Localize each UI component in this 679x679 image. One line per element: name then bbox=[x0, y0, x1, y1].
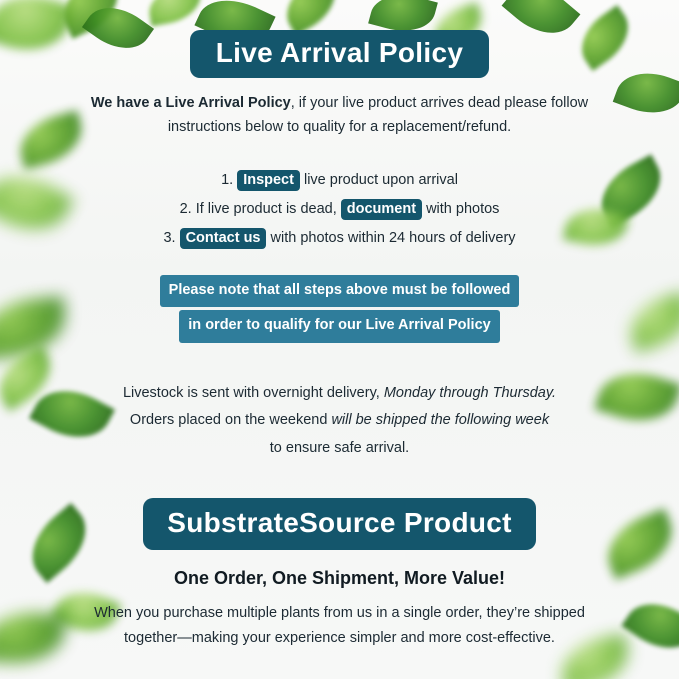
step-number: 2. bbox=[179, 200, 192, 217]
intro-lead: We have a Live Arrival Policy bbox=[90, 95, 291, 111]
step-after: live product upon arrival bbox=[299, 171, 458, 188]
shipping-info bbox=[80, 380, 600, 463]
step-before: If live product is dead, bbox=[195, 200, 341, 217]
product-body-line2: together—making your experience simpler and more cost-effective. bbox=[124, 629, 555, 646]
list-item bbox=[125, 166, 555, 195]
shipping-line1-b: Monday through Thursday. bbox=[383, 384, 557, 401]
step-after: with photos within 24 hours of delivery bbox=[266, 229, 516, 246]
product-banner-wrap bbox=[0, 462, 679, 550]
shipping-line2-a: Orders placed on the weekend bbox=[129, 412, 332, 429]
policy-note bbox=[0, 275, 679, 346]
list-item bbox=[125, 195, 555, 224]
step-number: 3. bbox=[163, 229, 176, 246]
step-number: 1. bbox=[221, 171, 234, 188]
live-arrival-title-banner: Live Arrival Policy bbox=[190, 30, 489, 78]
steps-list bbox=[125, 166, 555, 253]
product-subheading: One Order, One Shipment, More Value! bbox=[173, 568, 506, 589]
intro-line2: instructions below to quality for a replacement/refund. bbox=[167, 118, 512, 135]
intro-rest: , if your live product arrives dead please follow bbox=[290, 95, 589, 111]
intro-paragraph bbox=[75, 92, 605, 140]
step-highlight: Inspect bbox=[237, 170, 300, 191]
step-after: with photos bbox=[422, 200, 500, 217]
shipping-line1-a: Livestock is sent with overnight delivery, bbox=[122, 384, 384, 401]
live-arrival-banner-wrap bbox=[0, 0, 679, 78]
product-title-banner: SubstrateSource Product bbox=[143, 498, 536, 550]
step-highlight: document bbox=[341, 199, 422, 220]
shipping-line2-b: will be shipped the following week bbox=[331, 412, 550, 429]
list-item bbox=[125, 224, 555, 253]
product-body bbox=[80, 601, 600, 650]
product-body-line1: When you purchase multiple plants from us in a single order, they’re shipped bbox=[94, 605, 585, 622]
shipping-line3: to ensure safe arrival. bbox=[269, 439, 410, 456]
note-line-2: in order to qualify for our Live Arrival Policy bbox=[179, 310, 499, 342]
step-highlight: Contact us bbox=[180, 228, 267, 249]
note-line-1: Please note that all steps above must be followed bbox=[160, 275, 520, 307]
